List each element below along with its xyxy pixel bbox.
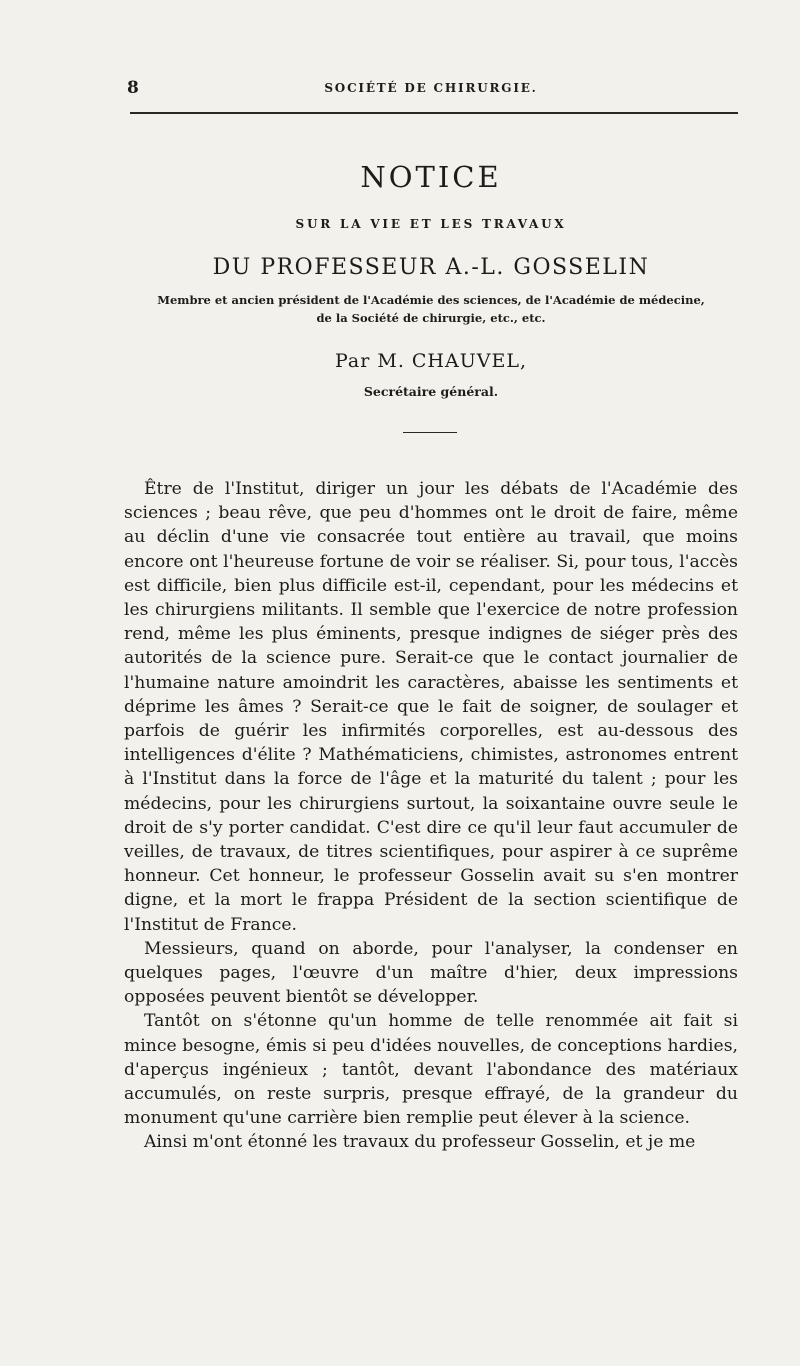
notice-title: NOTICE <box>360 160 502 194</box>
paragraph-4: Ainsi m'ont étonné les travaux du professeur Gosselin, et je me <box>144 1132 696 1153</box>
header-rule <box>130 112 738 114</box>
paragraph-3: Tantôt on s'étonne qu'un homme de telle renommée ait fait si mince besogne, émis si peu d'idées nouvelles, de conceptions hardies, d'aperçus ingénieux ; tantôt, devant l'abondance des matériaux accumulés, on reste surpris, presque effrayé, de la grandeur du monument qu'une carrière bien remplie peut élever à la science. <box>124 1011 738 1129</box>
section-divider <box>403 432 457 433</box>
subject-credentials <box>124 291 738 327</box>
credentials-line-2: de la Société de chirurgie, etc., etc. <box>316 311 546 325</box>
author-role: Secrétaire général. <box>363 384 499 399</box>
body-text <box>124 477 738 1155</box>
paragraph-1: Être de l'Institut, diriger un jour les débats de l'Académie des sciences ; beau rêve, que peu d'hommes ont le droit de faire, même au déclin d'une vie consacrée tout entière au travail, que moins encore ont l'heureuse fortune de voir se réaliser. Si, pour tous, l'accès est difficile, bien plus difficile est-il, cependant, pour les médecins et les chirurgiens militants. Il semble que l'exercice de notre profession rend, même les plus éminents, presque indignes de siéger près des autorités de la science pure. Serait-ce que le contact journalier de l'humaine nature amoindrit les caractères, abaisse les sentiments et déprime les âmes ? Serait-ce que le fait de soigner, de soulager et parfois de guérir les infirmités corporelles, est au-dessous des intelligences d'élite ? Mathématiciens, chimistes, astronomes entrent à l'Institut dans la force de l'âge et la maturité du talent ; pour les médecins, pour les chirurgiens surtout, la soixantaine ouvre seule le droit de s'y porter candidat. C'est dire ce qu'il leur faut accumuler de veilles, de travaux, de titres scientifiques, pour aspirer à ce suprême honneur. Cet honneur, le professeur Gosselin avait su s'en montrer digne, et la mort le frappa Président de la section scientifique de l'Institut de France. <box>124 479 738 935</box>
page-number: 8 <box>127 78 139 98</box>
subject-name: DU PROFESSEUR A.-L. GOSSELIN <box>212 255 650 280</box>
author-name: Par M. CHAUVEL, <box>334 350 527 372</box>
notice-subtitle: SUR LA VIE ET LES TRAVAUX <box>295 217 567 231</box>
running-head <box>124 78 738 100</box>
paragraph-2: Messieurs, quand on aborde, pour l'analyser, la condenser en quelques pages, l'œuvre d'un maître d'hier, deux impressions opposées peuvent bientôt se développer. <box>124 938 738 1008</box>
running-title: SOCIÉTÉ DE CHIRURGIE. <box>324 81 538 95</box>
credentials-line-1: Membre et ancien président de l'Académie des sciences, de l'Académie de médecine, <box>157 293 705 307</box>
